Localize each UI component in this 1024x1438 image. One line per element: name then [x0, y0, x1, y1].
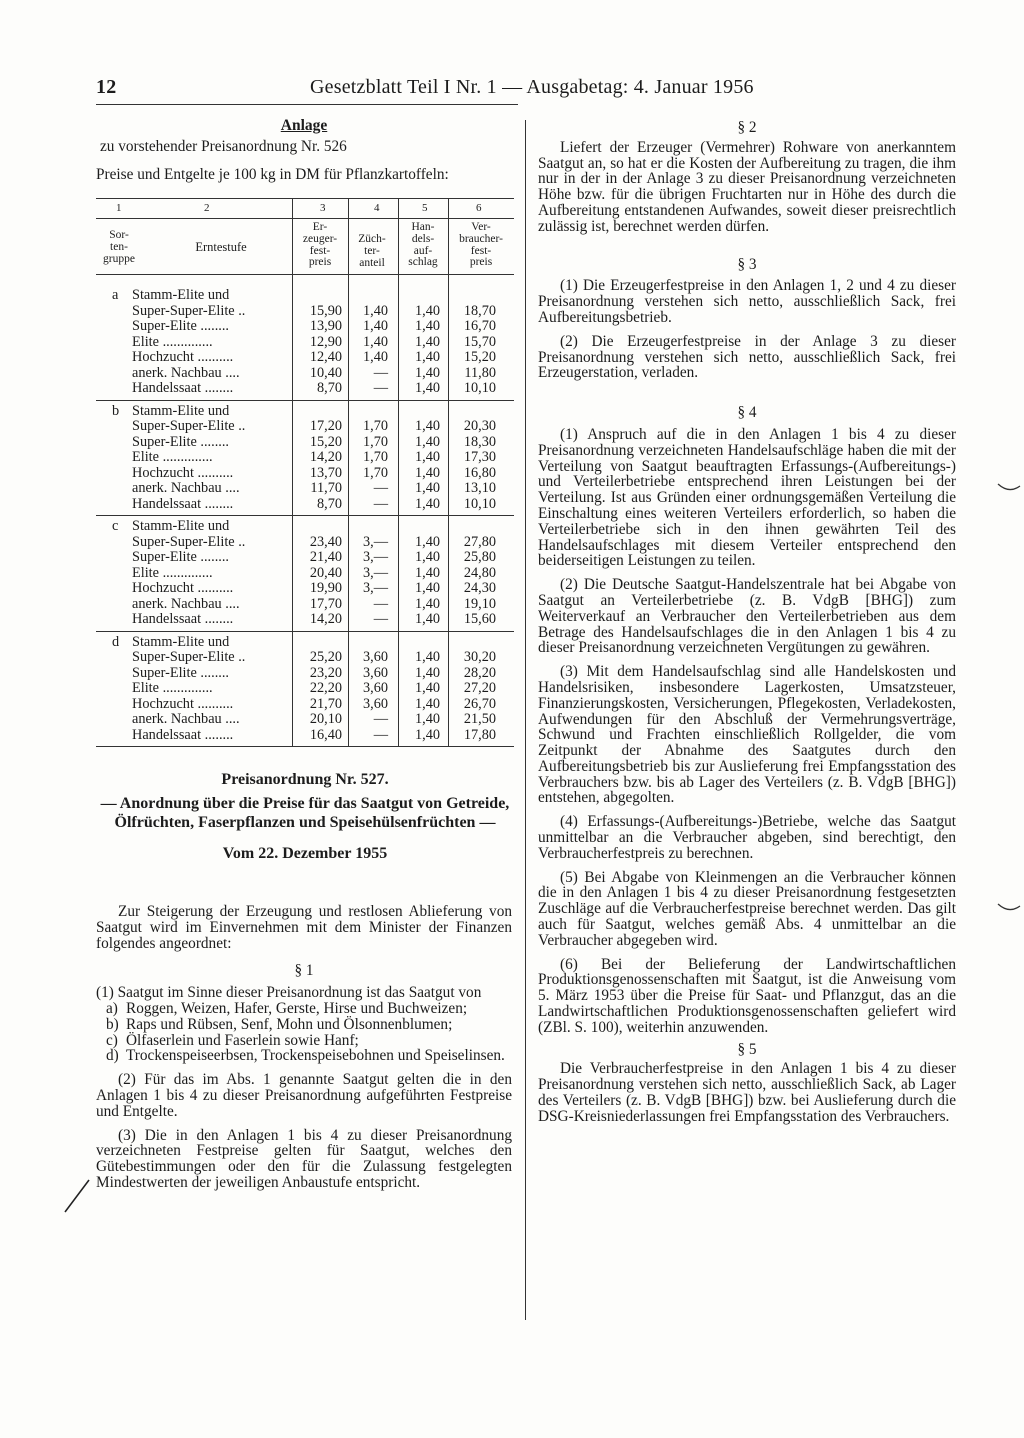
cell-verbraucherfestpreis: 21,50 [463, 711, 496, 727]
table-row [96, 612, 514, 628]
cell-verbraucherfestpreis: 30,20 [463, 649, 496, 665]
cell-zuechteranteil: 3,— [362, 564, 388, 581]
col-number: 5 [422, 202, 428, 214]
s4-paragraph-3: (3) Mit dem Handelsaufschlag sind alle Handelskosten und Handelsrisiken, insbesondere Lagerkosten, Umsatzsteuer, Finanzierungskosten, Versicherungen, Pflegekosten, Verladekosten, Aufwendungen für den Abschluß der Vermehrungsverträge, Schwund und Frachten einschließlich Rollgelder, die vom Zeitpunkt der Abnahme des Saatgutes durch den Aufbereitungsbetrieb bis zur Auslieferung frei Empfangsstation des Verbrauchers bzw. bis ab Lager des Verteilers (z. B. VdgB [BHG]) entstehen, abgegolten. [538, 663, 956, 807]
s1-list [96, 1001, 512, 1064]
s4-paragraph-5: (5) Bei Abgabe von Kleinmengen an die Verbraucher können die in den Anlagen 1 bis 4 zu dieser Preisanordnung festgesetzten Zuschläge auf die Verbraucherfestpreise berechnet werden. Das gilt auch für Saatgut, welches gemäß Abs. 4 unmittelbar an die Verbraucher abgegeben wird. [538, 868, 956, 949]
cell-verbraucherfestpreis: 17,80 [463, 726, 496, 743]
cell-verbraucherfestpreis: 16,80 [463, 464, 496, 481]
list-marker: b) [106, 1015, 119, 1033]
cell-zuechteranteil: 1,70 [362, 464, 388, 481]
cell-verbraucherfestpreis: 15,60 [463, 611, 496, 627]
cell-zuechteranteil: 3,60 [362, 649, 388, 665]
cell-zuechteranteil: 3,— [362, 580, 388, 596]
edge-mark [996, 480, 1022, 494]
table-row [96, 381, 514, 397]
anlage-caption: Preise und Entgelte je 100 kg in DM für Pflanzkartoffeln: [96, 165, 449, 183]
header-cell: Erntestufe [195, 240, 247, 254]
row-label: anerk. Nachbau .... [132, 364, 240, 381]
table-row [96, 450, 514, 466]
section-3-heading: § 3 [737, 255, 757, 273]
row-label: Super-Elite ........ [132, 664, 229, 681]
cell-verbraucherfestpreis: 26,70 [463, 695, 496, 712]
intro-paragraph: Zur Steigerung der Erzeugung und restlosen Ablieferung von Saatgut wird im Einvernehmen mit dem Minister der Finanzen folgendes angeordnet: [96, 903, 512, 952]
cell-erzeugerfestpreis: 21,70 [309, 695, 342, 712]
row-label: Elite .............. [132, 680, 213, 696]
row-label: Super-Elite ........ [132, 433, 229, 450]
group-id: a [112, 287, 119, 303]
cell-handelsaufschlag: 1,40 [414, 680, 440, 696]
page-number: 12 [96, 76, 117, 98]
row-label: anerk. Nachbau .... [132, 480, 240, 496]
table-row [96, 497, 514, 513]
cell-erzeugerfestpreis: 13,70 [309, 464, 342, 481]
table-row [96, 666, 514, 682]
s1-paragraph-2: (2) Für das im Abs. 1 genannte Saatgut gelten die in den Anlagen 1 bis 4 zu dieser Preisanordnung aufgeführten Festpreise und Entgelte. [96, 1071, 512, 1120]
cell-zuechteranteil: — [373, 380, 388, 396]
pa527-heading [96, 772, 514, 862]
s4-paragraph-2: (2) Die Deutsche Saatgut-Handelszentrale hat bei Abgabe von Saatgut an Verteilerbetriebe (z. B. VdgB [BHG]) zum Weiterverkauf an Verbraucher den Verteilerbetrieben aus dem Betrage des Handelsaufschlages die in den Anlagen 1 bis 4 zu dieser Preisanordnung verzeichneten Vergütungen zu gewähren. [538, 576, 956, 657]
table-row [96, 366, 514, 382]
table-row [96, 519, 514, 535]
list-text: Ölfaserlein und Faserlein sowie Hanf; [126, 1031, 359, 1049]
row-label: Elite .............. [132, 564, 213, 581]
row-label: Super-Elite ........ [132, 318, 229, 334]
cell-handelsaufschlag: 1,40 [414, 433, 440, 450]
cell-erzeugerfestpreis: 10,40 [309, 364, 342, 381]
cell-zuechteranteil: — [373, 711, 388, 727]
cell-verbraucherfestpreis: 27,80 [463, 533, 496, 550]
cell-handelsaufschlag: 1,40 [414, 611, 440, 627]
cell-zuechteranteil: 1,40 [362, 318, 388, 334]
cell-handelsaufschlag: 1,40 [414, 302, 440, 319]
table-row [96, 535, 514, 551]
page-header [96, 76, 758, 102]
cell-zuechteranteil: 1,40 [362, 333, 388, 350]
table-row [96, 419, 514, 435]
row-label: Handelssaat ........ [132, 380, 234, 396]
cell-handelsaufschlag: 1,40 [414, 480, 440, 496]
cell-handelsaufschlag: 1,40 [414, 449, 440, 465]
cell-handelsaufschlag: 1,40 [414, 695, 440, 712]
row-label: Hochzucht .......... [132, 464, 234, 481]
cell-erzeugerfestpreis: 15,90 [309, 302, 342, 319]
cell-zuechteranteil: 1,70 [362, 449, 388, 465]
row-label: Stamm-Elite und [132, 287, 230, 303]
row-label: Handelssaat ........ [132, 611, 234, 627]
cell-erzeugerfestpreis: 23,40 [309, 533, 342, 550]
cell-zuechteranteil: — [373, 495, 388, 512]
cell-zuechteranteil: 3,— [362, 533, 388, 550]
cell-handelsaufschlag: 1,40 [414, 726, 440, 743]
cell-zuechteranteil: — [373, 726, 388, 743]
table-rule-header [96, 274, 514, 275]
cell-erzeugerfestpreis: 25,20 [309, 649, 342, 665]
edge-mark [996, 900, 1022, 914]
cell-verbraucherfestpreis: 20,30 [463, 418, 496, 434]
list-marker: c) [106, 1031, 118, 1049]
list-marker: a) [106, 999, 118, 1017]
cell-verbraucherfestpreis: 27,20 [463, 680, 496, 696]
col-number: 1 [116, 202, 122, 214]
table-row [96, 697, 514, 713]
cell-erzeugerfestpreis: 12,40 [309, 349, 342, 365]
list-marker: d) [106, 1047, 119, 1065]
cell-verbraucherfestpreis: 24,30 [463, 580, 496, 596]
list-text: Raps und Rübsen, Senf, Mohn und Ölsonnenblumen; [126, 1015, 453, 1033]
table-row [96, 435, 514, 451]
pa527-subtitle: — Anordnung über die Preise für das Saatgut von Getreide, Ölfrüchten, Faserpflanzen und Speisehülsenfrüchten — [100, 794, 510, 831]
row-label: Super-Elite ........ [132, 549, 229, 565]
s1-paragraph-1: (1) Saatgut im Sinne dieser Preisanordnung ist das Saatgut von [96, 984, 482, 1002]
cell-handelsaufschlag: 1,40 [414, 464, 440, 481]
cell-verbraucherfestpreis: 15,20 [463, 349, 496, 365]
group-id: d [112, 633, 120, 650]
table-row [96, 650, 514, 666]
s4-paragraph-4: (4) Erfassungs-(Aufbereitungs-)Betriebe, welche das Saatgut unmittelbar an die Verbraucher abgeben, sind berechtigt, den Verbraucherfestpreis zu berechnen. [538, 813, 956, 862]
group-rule [96, 631, 514, 632]
pa527-date: Vom 22. Dezember 1955 [222, 844, 388, 862]
row-label: anerk. Nachbau .... [132, 711, 240, 727]
cell-zuechteranteil: — [373, 595, 388, 612]
row-label: Super-Super-Elite .. [132, 649, 246, 665]
table-row [96, 581, 514, 597]
table-row [96, 481, 514, 497]
cell-erzeugerfestpreis: 15,20 [309, 433, 342, 450]
cell-erzeugerfestpreis: 8,70 [316, 495, 342, 512]
cell-erzeugerfestpreis: 12,90 [309, 333, 342, 350]
table-row [96, 566, 514, 582]
header-cell: Sor- ten- gruppe [103, 229, 135, 265]
cell-handelsaufschlag: 1,40 [414, 564, 440, 581]
cell-erzeugerfestpreis: 17,70 [309, 595, 342, 612]
cell-verbraucherfestpreis: 28,20 [463, 664, 496, 681]
list-item [96, 1048, 512, 1064]
cell-zuechteranteil: — [373, 611, 388, 627]
table-row [96, 712, 514, 728]
cell-zuechteranteil: 1,40 [362, 302, 388, 319]
row-label: Elite .............. [132, 333, 213, 350]
s4-paragraph-1: (1) Anspruch auf die in den Anlagen 1 bis 4 zu dieser Preisanordnung verzeichneten Handelsaufschläge haben die mit der Verteilung von Saatgut beauftragten Erfassungs-(Aufbereitungs-) und Verteilerbetriebe entsprechend ihren Leistungen bei der Verteilung. Ist aus Gründen einer ordnungsgemäßen Verteilung die Einschaltung eines weiteren Verteilers erforderlich, so haben die Verteilerbetriebe sich in den ihnen gewährten Teil des Handelsaufschlages mit diesem Verteiler entsprechend den beiderseitigen Leistungen zu teilen. [538, 425, 956, 570]
cell-verbraucherfestpreis: 18,70 [463, 302, 496, 319]
column-divider [525, 120, 526, 1320]
header-cell: Züch- ter- anteil [358, 233, 386, 269]
cell-erzeugerfestpreis: 23,20 [309, 664, 342, 681]
cell-handelsaufschlag: 1,40 [414, 318, 440, 334]
group-rule [96, 400, 514, 401]
cell-erzeugerfestpreis: 8,70 [316, 380, 342, 396]
cell-verbraucherfestpreis: 24,80 [463, 564, 496, 581]
cell-erzeugerfestpreis: 20,40 [309, 564, 342, 581]
cell-handelsaufschlag: 1,40 [414, 664, 440, 681]
cell-erzeugerfestpreis: 20,10 [309, 711, 342, 727]
s3-paragraph-2: (2) Die Erzeugerfestpreise in der Anlage 3 zu dieser Preisanordnung verstehen sich netto, ausschließlich Sack, frei Erzeugerstation, verladen. [538, 332, 956, 382]
header-cell: Han- dels- auf- schlag [408, 221, 438, 269]
cell-verbraucherfestpreis: 15,70 [463, 333, 496, 350]
table-row [96, 550, 514, 566]
list-text: Trockenspeiseerbsen, Trockenspeisebohnen und Speiselinsen. [126, 1047, 505, 1065]
cell-handelsaufschlag: 1,40 [414, 595, 440, 612]
table-row [96, 304, 514, 320]
row-label: Stamm-Elite und [132, 518, 230, 534]
row-label: Handelssaat ........ [132, 726, 234, 743]
cell-handelsaufschlag: 1,40 [414, 495, 440, 512]
row-label: anerk. Nachbau .... [132, 595, 240, 612]
cell-erzeugerfestpreis: 14,20 [309, 449, 342, 465]
table-row [96, 597, 514, 613]
right-column-text [538, 120, 956, 1125]
row-label: Stamm-Elite und [132, 633, 230, 650]
cell-handelsaufschlag: 1,40 [414, 649, 440, 665]
table-row [96, 728, 514, 744]
row-label: Elite .............. [132, 449, 213, 465]
row-label: Super-Super-Elite .. [132, 418, 246, 434]
row-label: Hochzucht .......... [132, 695, 234, 712]
cell-handelsaufschlag: 1,40 [414, 333, 440, 350]
cell-erzeugerfestpreis: 17,20 [309, 418, 342, 434]
left-column-text [96, 904, 512, 1191]
cell-handelsaufschlag: 1,40 [414, 549, 440, 565]
cell-handelsaufschlag: 1,40 [414, 711, 440, 727]
cell-verbraucherfestpreis: 19,10 [463, 595, 496, 612]
margin-pen-stroke [62, 1176, 92, 1216]
row-label: Super-Super-Elite .. [132, 302, 246, 319]
table-rule-top [96, 198, 514, 199]
cell-erzeugerfestpreis: 16,40 [309, 726, 342, 743]
cell-zuechteranteil: 3,— [362, 549, 388, 565]
cell-zuechteranteil: 1,70 [362, 433, 388, 450]
table-row [96, 319, 514, 335]
row-label: Handelssaat ........ [132, 495, 234, 512]
group-id: b [112, 402, 120, 419]
s3-paragraph-1: (1) Die Erzeugerfestpreise in den Anlagen 1, 2 und 4 zu dieser Preisanordnung verstehen sich netto, ausschließlich Sack, frei Aufbereitungsbetrieb. [538, 277, 956, 326]
gazette-title: Gesetzblatt Teil I Nr. 1 — Ausgabetag: 4. Januar 1956 [310, 76, 754, 98]
cell-zuechteranteil: 1,40 [362, 349, 388, 365]
cell-erzeugerfestpreis: 13,90 [309, 318, 342, 334]
header-cell: Ver- braucher- fest- preis [459, 221, 503, 269]
list-item [96, 1001, 512, 1017]
cell-handelsaufschlag: 1,40 [414, 418, 440, 434]
cell-zuechteranteil: 3,60 [362, 664, 388, 681]
cell-handelsaufschlag: 1,40 [414, 349, 440, 365]
cell-erzeugerfestpreis: 22,20 [309, 680, 342, 696]
cell-zuechteranteil: 1,70 [362, 418, 388, 434]
section-4-heading: § 4 [737, 404, 757, 422]
cell-handelsaufschlag: 1,40 [414, 533, 440, 550]
cell-zuechteranteil: — [373, 364, 388, 381]
table-row [96, 681, 514, 697]
table-row [96, 288, 514, 304]
cell-handelsaufschlag: 1,40 [414, 364, 440, 381]
cell-erzeugerfestpreis: 14,20 [309, 611, 342, 627]
table-row [96, 335, 514, 351]
cell-verbraucherfestpreis: 13,10 [463, 480, 496, 496]
s4-paragraph-6: (6) Bei der Belieferung der Landwirtschaftlichen Produktionsgenossenschaften mit Saatgut, ist die Anweisung vom 5. März 1953 über die Preise für Saat- und Pflanzgut, das an die Landwirtschaftlichen Produktionsgenossenschaften geliefert wird (ZBl. S. 100), weiterhin anzuwenden. [538, 955, 956, 1036]
section-5-heading: § 5 [737, 1040, 757, 1058]
row-label: Super-Super-Elite .. [132, 533, 246, 550]
group-id: c [112, 518, 119, 534]
cell-zuechteranteil: — [373, 480, 388, 496]
cell-erzeugerfestpreis: 19,90 [309, 580, 342, 596]
anlage-heading [96, 118, 512, 182]
cell-handelsaufschlag: 1,40 [414, 380, 440, 396]
s1-paragraph-3: (3) Die in den Anlagen 1 bis 4 zu dieser Preisanordnung verzeichneten Festpreise gelten für Saatgut, welches den Gütebestimmungen oder den für die Zulassung festgelegten Mindestwerten der jeweiligen Anbaustufe entspricht. [96, 1126, 512, 1191]
table-rule-bottom [96, 746, 514, 747]
table-row [96, 635, 514, 651]
cell-zuechteranteil: 3,60 [362, 695, 388, 712]
col-number: 6 [476, 202, 482, 214]
col-number: 3 [320, 202, 326, 214]
table-rule-numbers [96, 218, 514, 219]
list-text: Roggen, Weizen, Hafer, Gerste, Hirse und Buchweizen; [126, 999, 468, 1017]
cell-verbraucherfestpreis: 10,10 [463, 495, 496, 512]
anlage-subtitle: zu vorstehender Preisanordnung Nr. 526 [100, 137, 347, 155]
cell-erzeugerfestpreis: 21,40 [309, 549, 342, 565]
cell-verbraucherfestpreis: 17,30 [463, 449, 496, 465]
table-row [96, 350, 514, 366]
cell-verbraucherfestpreis: 16,70 [463, 318, 496, 334]
header-cell: Er- zeuger- fest- preis [302, 221, 338, 269]
pa527-title: Preisanordnung Nr. 527. [221, 771, 389, 788]
section-2-heading: § 2 [737, 119, 757, 136]
row-label: Hochzucht .......... [132, 580, 234, 596]
header-rule [96, 104, 518, 105]
group-rule [96, 515, 514, 516]
section-1-heading: § 1 [294, 962, 314, 980]
table-row [96, 404, 514, 420]
col-number: 2 [204, 202, 210, 214]
cell-verbraucherfestpreis: 18,30 [463, 433, 496, 450]
cell-zuechteranteil: 3,60 [362, 680, 388, 696]
s2-paragraph: Liefert der Erzeuger (Vermehrer) Rohware von anerkanntem Saatgut an, so hat er die Kosten der Aufbereitung zu tragen, die ihm nur in der in der Anlage 3 zu dieser Preisanordnung verzeichneten Höhe bzw. für die übrigen Fruchtarten nur in Höhe des durch die Aufbereitung entstandenen Aufwandes, soweit dieser preisrechtlich zulässig ist, berechnet werden dürfen. [538, 138, 956, 235]
cell-verbraucherfestpreis: 10,10 [463, 380, 496, 396]
col-number: 4 [374, 202, 380, 214]
cell-verbraucherfestpreis: 25,80 [463, 549, 496, 565]
cell-erzeugerfestpreis: 11,70 [310, 480, 342, 496]
row-label: Hochzucht .......... [132, 349, 234, 365]
cell-handelsaufschlag: 1,40 [414, 580, 440, 596]
table-row [96, 466, 514, 482]
cell-verbraucherfestpreis: 11,80 [464, 364, 496, 381]
list-item [96, 1033, 512, 1049]
anlage-title: Anlage [280, 117, 328, 134]
list-item [96, 1017, 512, 1033]
row-label: Stamm-Elite und [132, 402, 230, 419]
s5-paragraph: Die Verbraucherfestpreise in den Anlagen 1 bis 4 zu dieser Preisanordnung verstehen sich netto, ausschließlich Sack, ab Lager des Verteilers (z. B. VdgB [BHG]) bzw. bei Auslieferung durch die DSG-Kreisniederlassungen frei Empfangsstation des Verbrauchers. [538, 1060, 956, 1125]
